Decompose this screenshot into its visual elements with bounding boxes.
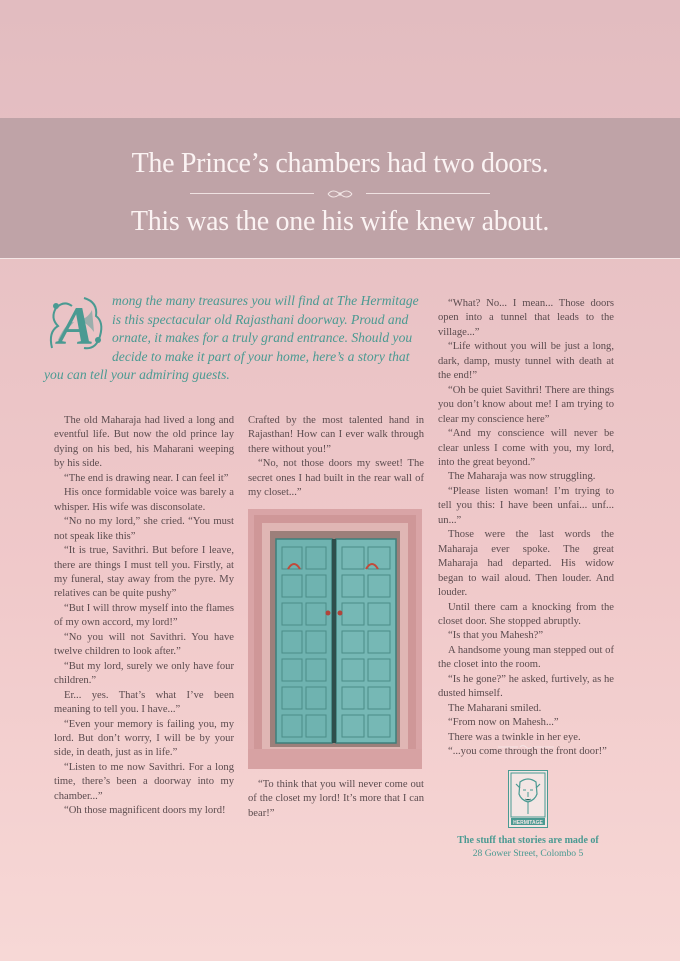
headline-rule-left — [190, 193, 314, 194]
story-paragraph: “Please listen woman! I’m trying to tell you this: I have been unfai... unf... un...” — [438, 485, 614, 526]
story-paragraph: “Is that you Mahesh?” — [448, 630, 544, 642]
dropcap-letter: A — [57, 296, 95, 356]
story-paragraph: “Is he gone?” he asked, furtively, as he dusted himself. — [438, 673, 614, 700]
tagline: The stuff that stories are made of — [457, 835, 599, 846]
story-column-2-top — [248, 414, 424, 501]
story-paragraph: “Oh be quiet Savithri! There are things you don’t know about me! I am trying to clear my conscience here” — [438, 384, 614, 425]
story-column-3 — [438, 297, 614, 760]
story-paragraph: Er... yes. That’s what I’ve been meaning to tell you. I have...” — [54, 689, 234, 716]
story-paragraph: “The end is drawing near. I can feel it” — [64, 472, 229, 484]
door-photo — [248, 509, 422, 769]
ornament-icon — [326, 187, 354, 201]
story-paragraph: “And my conscience will never be clear unless I come with you, my lord, into the great beyond.” — [438, 428, 614, 468]
story-column-1 — [54, 414, 234, 819]
story-paragraph: The Maharaja was now struggling. — [448, 471, 596, 483]
intro-paragraph — [44, 292, 424, 385]
story-paragraph: “...you come through the front door!” — [448, 746, 607, 758]
story-paragraph: There was a twinkle in her eye. — [448, 731, 581, 743]
story-paragraph: Those were the last words the Maharaja ever spoke. The great Maharaja had departed. His widow began to wail aloud. Then louder. And louder. — [438, 529, 614, 599]
headline-banner — [0, 118, 680, 259]
address: 28 Gower Street, Colombo 5 — [472, 848, 584, 859]
story-paragraph: Until there cam a knocking from the closet door. She stopped abruptly. — [438, 601, 614, 627]
story-paragraph: “From now on Mahesh...” — [448, 717, 559, 729]
story-paragraph: “Life without you will be just a long, dark, damp, musty tunnel with death at the end!” — [438, 341, 614, 382]
intro-text: mong the many treasures you will find at The Hermitage is this spectacular old Rajasthani doorway. Proud and ornate, it makes for a truly grand entrance. Should you decide to make it part of your home, here’s a story that you can tell your admiring guests. — [44, 293, 419, 382]
story-paragraph: The Maharani smiled. — [448, 702, 542, 714]
story-paragraph: “No no my lord,” she cried. “You must not speak like this” — [54, 516, 234, 542]
dropcap-ornament — [44, 292, 108, 356]
story-paragraph: “Listen to me now Savithri. For a long time, there’s been a doorway into my chamber...” — [54, 761, 234, 802]
hermitage-logo — [508, 770, 548, 828]
story-paragraph: The old Maharaja had lived a long and eventful life. But now the old prince lay dying on his bed, his Maharani weeping by his side. — [54, 415, 234, 470]
story-paragraph: “Even your memory is failing you, my lord. But don’t worry, I will be by your side, in death, just as in life.” — [54, 718, 234, 759]
story-paragraph: “It is true, Savithri. But before I leave, there are things I must tell you. Firstly, at my funeral, stay away from the pyre. My relatives can be quite pushy” — [54, 545, 234, 600]
story-paragraph: Crafted by the most talented hand in Rajasthan! How can I ever walk through there without you!” — [248, 415, 424, 455]
story-paragraph: His once formidable voice was barely a whisper. His wife was disconsolate. — [54, 487, 234, 513]
story-paragraph: “Oh those magnificent doors my lord! — [64, 805, 226, 817]
story-paragraph: “No you will not Savithri. You have twelve children to look after.” — [54, 631, 234, 658]
story-paragraph: “No, not those doors my sweet! The secret ones I had built in the rear wall of my closet...” — [248, 458, 424, 499]
headline-line-2: This was the one his wife knew about. — [130, 206, 550, 237]
headline-line-1: The Prince’s chambers had two doors. — [131, 148, 549, 179]
story-paragraph: “But my lord, surely we only have four children.” — [54, 660, 234, 687]
story-paragraph: “But I will throw myself into the flames of my own accord, my lord!” — [54, 602, 234, 629]
story-paragraph: “What? No... I mean... Those doors open into a tunnel that leads to the village...” — [438, 298, 614, 338]
logo-text: HERMITAGE — [513, 820, 543, 826]
story-column-2-bottom — [248, 778, 424, 821]
ornament-divider-icon — [498, 744, 554, 750]
story-paragraph: “To think that you will never come out of the closet my lord! It’s more that I can bear!” — [248, 779, 424, 819]
headline-rule-right — [366, 193, 490, 194]
story-paragraph: A handsome young man stepped out of the closet into the room. — [438, 644, 614, 671]
